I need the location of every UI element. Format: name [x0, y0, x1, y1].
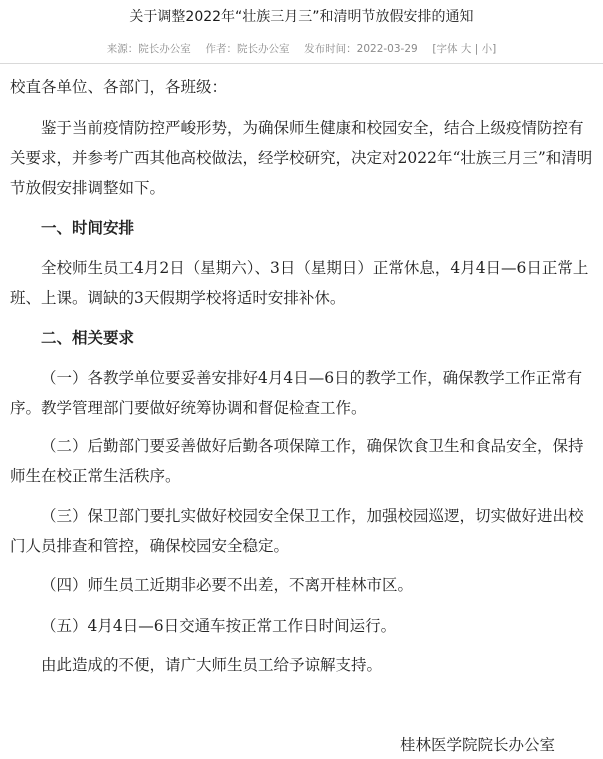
font-separator: |: [474, 43, 479, 55]
requirement-5: （五）4月4日—6日交通车按正常工作日时间运行。: [41, 617, 397, 635]
greeting: 校直各单位、各部门，各班级：: [10, 78, 228, 96]
requirement-3: （三）保卫部门要扎实做好校园安全保卫工作，加强校园巡逻，切实做好进出校门人员排查和管控，确保校园安全稳定。: [10, 507, 584, 555]
font-size-label: [字体: [432, 43, 458, 55]
intro-paragraph: 鉴于当前疫情防控严峻形势，为确保师生健康和校园安全，结合上级疫情防控有关要求，并参考广西其他高校做法，经学校研究，决定对2022年“壮族三月三”和清明节放假安排调整如下。: [10, 119, 593, 197]
section1-body: 全校师生员工4月2日（星期六）、3日（星期日）正常休息，4月4日—6日正常上班、上课。调缺的3天假期学校将适时安排补休。: [10, 259, 589, 307]
date-value: 2022-03-29: [356, 43, 418, 55]
author-label: 作者：: [205, 43, 237, 55]
date-label: 发布时间：: [304, 43, 357, 55]
closing-paragraph: 由此造成的不便，请广大师生员工给予谅解支持。: [41, 656, 383, 674]
font-small-link[interactable]: 小]: [481, 43, 497, 55]
signature: 桂林医学院院长办公室: [399, 736, 555, 754]
section2-heading: 二、相关要求: [41, 328, 135, 347]
source-value: 院长办公室: [138, 43, 191, 55]
author-value: 院长办公室: [236, 43, 290, 55]
source-label: 来源：: [106, 43, 139, 55]
requirement-2: （二）后勤部门要妥善做好后勤各项保障工作，确保饮食卫生和食品安全，保持师生在校正常生活秩序。: [10, 437, 584, 485]
font-size-control: [432, 43, 496, 55]
requirement-4: （四）师生员工近期非必要不出差，不离开桂林市区。: [41, 576, 414, 594]
article-title: 关于调整2022年“壮族三月三”和清明节放假安排的通知: [129, 9, 474, 25]
section1-heading: 一、时间安排: [41, 218, 135, 237]
title-divider: [0, 63, 603, 64]
article-meta: [0, 41, 603, 56]
requirement-1: （一）各教学单位要妥善安排好4月4日—6日的教学工作，确保教学工作正常有序。教学管理部门要做好统筹协调和督促检查工作。: [10, 369, 583, 417]
font-large-link[interactable]: 大: [460, 43, 472, 55]
